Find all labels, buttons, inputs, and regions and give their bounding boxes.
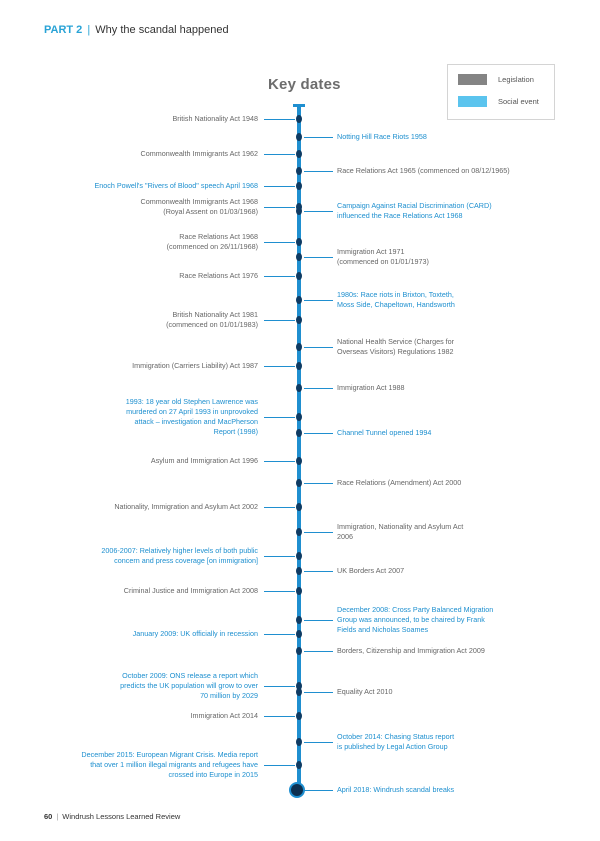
event-text-line: Campaign Against Racial Discrimination (CARD) — [337, 201, 492, 210]
event-text-line: December 2008: Cross Party Balanced Migration — [337, 605, 494, 614]
timeline-connector — [264, 242, 295, 243]
timeline-marker — [296, 167, 302, 175]
timeline-event-legislation — [151, 456, 258, 466]
event-text-line: October 2009: ONS release a report which — [122, 671, 258, 680]
timeline-connector — [304, 171, 333, 172]
timeline-event-legislation — [337, 166, 510, 176]
timeline-marker — [296, 362, 302, 370]
event-text-line: Immigration Act 1988 — [337, 383, 405, 392]
legend-swatch-legislation — [458, 74, 487, 85]
timeline-event-legislation — [337, 247, 429, 267]
event-text-line: UK Borders Act 2007 — [337, 566, 405, 575]
timeline-event-social — [337, 732, 454, 752]
timeline-connector — [264, 417, 295, 418]
timeline-marker — [296, 552, 302, 560]
event-text-line: 1993: 18 year old Stephen Lawrence was — [125, 397, 258, 406]
event-text-line: Criminal Justice and Immigration Act 2008 — [123, 586, 258, 595]
timeline-connector — [264, 556, 295, 557]
timeline-marker — [296, 413, 302, 421]
timeline-marker — [296, 343, 302, 351]
event-text-line: British Nationality Act 1948 — [172, 114, 258, 123]
timeline-connector — [264, 686, 295, 687]
timeline-marker — [296, 567, 302, 575]
event-text-line: Borders, Citizenship and Immigration Act 2009 — [337, 646, 485, 655]
event-text-line: (commenced on 26/11/1968) — [166, 242, 258, 251]
timeline-connector — [304, 692, 333, 693]
event-text-line: Nationality, Immigration and Asylum Act 2002 — [114, 502, 258, 511]
timeline-title: Key dates — [268, 76, 341, 93]
timeline-connector — [264, 507, 295, 508]
event-text-line: 1980s: Race riots in Brixton, Toxteth, — [337, 290, 454, 299]
part-label: PART 2 — [44, 24, 83, 36]
timeline-connector — [304, 571, 333, 572]
timeline-event-social — [337, 201, 492, 221]
timeline-connector — [304, 790, 333, 791]
timeline-event-social — [337, 132, 427, 142]
timeline-event-legislation — [337, 383, 405, 393]
timeline-connector — [264, 591, 295, 592]
event-text-line: Immigration, Nationality and Asylum Act — [337, 522, 464, 531]
event-text-line: Notting Hill Race Riots 1958 — [337, 132, 427, 141]
event-text-line: concern and press coverage [on immigration] — [114, 556, 258, 565]
timeline-connector — [264, 765, 295, 766]
timeline-marker — [296, 182, 302, 190]
page-footer — [44, 812, 180, 821]
report-title: Windrush Lessons Learned Review — [62, 812, 181, 821]
timeline-event-social — [101, 546, 258, 566]
timeline-connector — [304, 211, 333, 212]
timeline-event-legislation — [337, 687, 393, 697]
timeline-event-social — [337, 785, 454, 795]
event-text-line: British Nationality Act 1981 — [172, 310, 258, 319]
timeline-marker — [296, 761, 302, 769]
header-separator: | — [87, 24, 91, 36]
event-text-line: that over 1 million illegal migrants and refugees have — [90, 760, 258, 769]
timeline-marker — [296, 316, 302, 324]
timeline-marker — [296, 253, 302, 261]
page-number: 60 — [44, 812, 53, 821]
timeline-connector — [304, 300, 333, 301]
legend-swatch-social — [458, 96, 487, 107]
legend-label-social: Social event — [498, 97, 539, 106]
timeline-event-legislation — [132, 361, 258, 371]
event-text-line: Enoch Powell's "Rivers of Blood" speech April 1968 — [94, 181, 258, 190]
legend-label-legislation: Legislation — [498, 75, 534, 84]
timeline-event-social — [120, 671, 258, 701]
timeline-event-legislation — [173, 114, 259, 124]
timeline-marker — [296, 503, 302, 511]
timeline-connector — [304, 257, 333, 258]
timeline-event-legislation — [337, 522, 463, 542]
timeline-connector — [304, 532, 333, 533]
timeline-connector — [264, 634, 295, 635]
timeline-event-legislation — [166, 310, 258, 330]
section-subtitle: Why the scandal happened — [95, 24, 229, 36]
timeline-marker — [296, 587, 302, 595]
timeline-marker — [296, 616, 302, 624]
timeline-connector — [304, 483, 333, 484]
timeline-event-social — [337, 605, 493, 635]
timeline-connector — [304, 620, 333, 621]
timeline-event-legislation — [337, 566, 404, 576]
timeline-event-legislation — [337, 478, 461, 488]
timeline-marker — [296, 272, 302, 280]
timeline-connector — [264, 154, 295, 155]
event-text-line: January 2009: UK officially in recession — [132, 629, 258, 638]
event-text-line: murdered on 27 April 1993 in unprovoked — [126, 407, 258, 416]
event-text-line: 70 million by 2029 — [200, 691, 258, 700]
event-text-line: Equality Act 2010 — [337, 687, 393, 696]
timeline-connector — [304, 651, 333, 652]
timeline-marker — [296, 688, 302, 696]
timeline-event-legislation — [337, 337, 454, 357]
event-text-line: Group was announced, to be chaired by Frank — [337, 615, 485, 624]
event-text-line: Commonwealth Immigrants Act 1962 — [140, 149, 258, 158]
timeline-marker — [296, 115, 302, 123]
timeline-marker — [296, 479, 302, 487]
timeline-event-legislation — [114, 502, 258, 512]
timeline-event-legislation — [337, 646, 485, 656]
timeline-marker — [296, 384, 302, 392]
event-text-line: Race Relations Act 1965 (commenced on 08/12/1965) — [337, 166, 510, 175]
timeline-marker — [296, 528, 302, 536]
event-text-line: October 2014: Chasing Status report — [337, 732, 455, 741]
timeline-marker — [296, 238, 302, 246]
timeline-connector — [264, 276, 295, 277]
timeline-connector — [264, 366, 295, 367]
timeline-event-social — [81, 750, 258, 780]
event-text-line: attack – investigation and MacPherson — [134, 417, 258, 426]
timeline-connector — [304, 433, 333, 434]
event-text-line: Report (1998) — [213, 427, 258, 436]
event-text-line: (commenced on 01/01/1983) — [166, 320, 258, 329]
event-text-line: Immigration Act 1971 — [337, 247, 405, 256]
event-text-line: Race Relations Act 1976 — [179, 271, 258, 280]
timeline-connector — [304, 137, 333, 138]
footer-separator: | — [56, 812, 59, 821]
timeline-connector — [304, 388, 333, 389]
timeline-marker — [296, 429, 302, 437]
timeline-event-legislation — [167, 232, 258, 252]
page-header — [44, 24, 229, 36]
event-text-line: (commenced on 01/01/1973) — [337, 257, 429, 266]
timeline-connector — [264, 207, 295, 208]
event-text-line: Moss Side, Chapeltown, Handsworth — [337, 300, 455, 309]
timeline-marker — [296, 712, 302, 720]
timeline-event-social — [133, 629, 258, 639]
timeline-event-legislation — [124, 586, 258, 596]
timeline-connector — [264, 320, 295, 321]
event-text-line: Fields and Nicholas Soames — [337, 625, 429, 634]
timeline-event-legislation — [179, 271, 258, 281]
timeline-marker — [296, 296, 302, 304]
event-text-line: influenced the Race Relations Act 1968 — [337, 211, 463, 220]
timeline-connector — [264, 461, 295, 462]
timeline-connector — [304, 742, 333, 743]
event-text-line: Channel Tunnel opened 1994 — [337, 428, 432, 437]
timeline-connector — [264, 716, 295, 717]
timeline-event-legislation — [141, 149, 258, 159]
event-text-line: predicts the UK population will grow to over — [120, 681, 258, 690]
timeline-marker — [296, 457, 302, 465]
timeline-connector — [264, 186, 295, 187]
timeline-event-legislation — [141, 197, 258, 217]
event-text-line: December 2015: European Migrant Crisis. Media report — [81, 750, 258, 759]
timeline-connector — [264, 119, 295, 120]
timeline-event-social — [337, 290, 455, 310]
timeline-axis-cap — [293, 104, 305, 107]
event-text-line: is published by Legal Action Group — [337, 742, 448, 751]
event-text-line: 2006 — [337, 532, 353, 541]
event-text-line: Commonwealth Immigrants Act 1968 — [140, 197, 258, 206]
timeline-marker — [296, 738, 302, 746]
event-text-line: Race Relations Act 1968 — [179, 232, 258, 241]
timeline-marker — [296, 647, 302, 655]
timeline-marker — [296, 150, 302, 158]
event-text-line: 2006-2007: Relatively higher levels of both public — [101, 546, 258, 555]
event-text-line: Immigration (Carriers Liability) Act 1987 — [132, 361, 258, 370]
event-text-line: Race Relations (Amendment) Act 2000 — [337, 478, 462, 487]
event-text-line: Asylum and Immigration Act 1996 — [150, 456, 258, 465]
timeline-marker — [296, 133, 302, 141]
timeline-event-social — [126, 397, 258, 437]
legend — [447, 64, 555, 120]
event-text-line: crossed into Europe in 2015 — [168, 770, 258, 779]
timeline-event-social — [337, 428, 431, 438]
timeline-marker — [296, 630, 302, 638]
event-text-line: Immigration Act 2014 — [190, 711, 258, 720]
timeline-connector — [304, 347, 333, 348]
timeline-end-node — [289, 782, 305, 798]
event-text-line: April 2018: Windrush scandal breaks — [337, 785, 455, 794]
timeline-event-social — [95, 181, 259, 191]
timeline-marker — [296, 207, 302, 215]
timeline-event-legislation — [190, 711, 258, 721]
event-text-line: Overseas Visitors) Regulations 1982 — [337, 347, 454, 356]
event-text-line: (Royal Assent on 01/03/1968) — [163, 207, 258, 216]
event-text-line: National Health Service (Charges for — [337, 337, 455, 346]
